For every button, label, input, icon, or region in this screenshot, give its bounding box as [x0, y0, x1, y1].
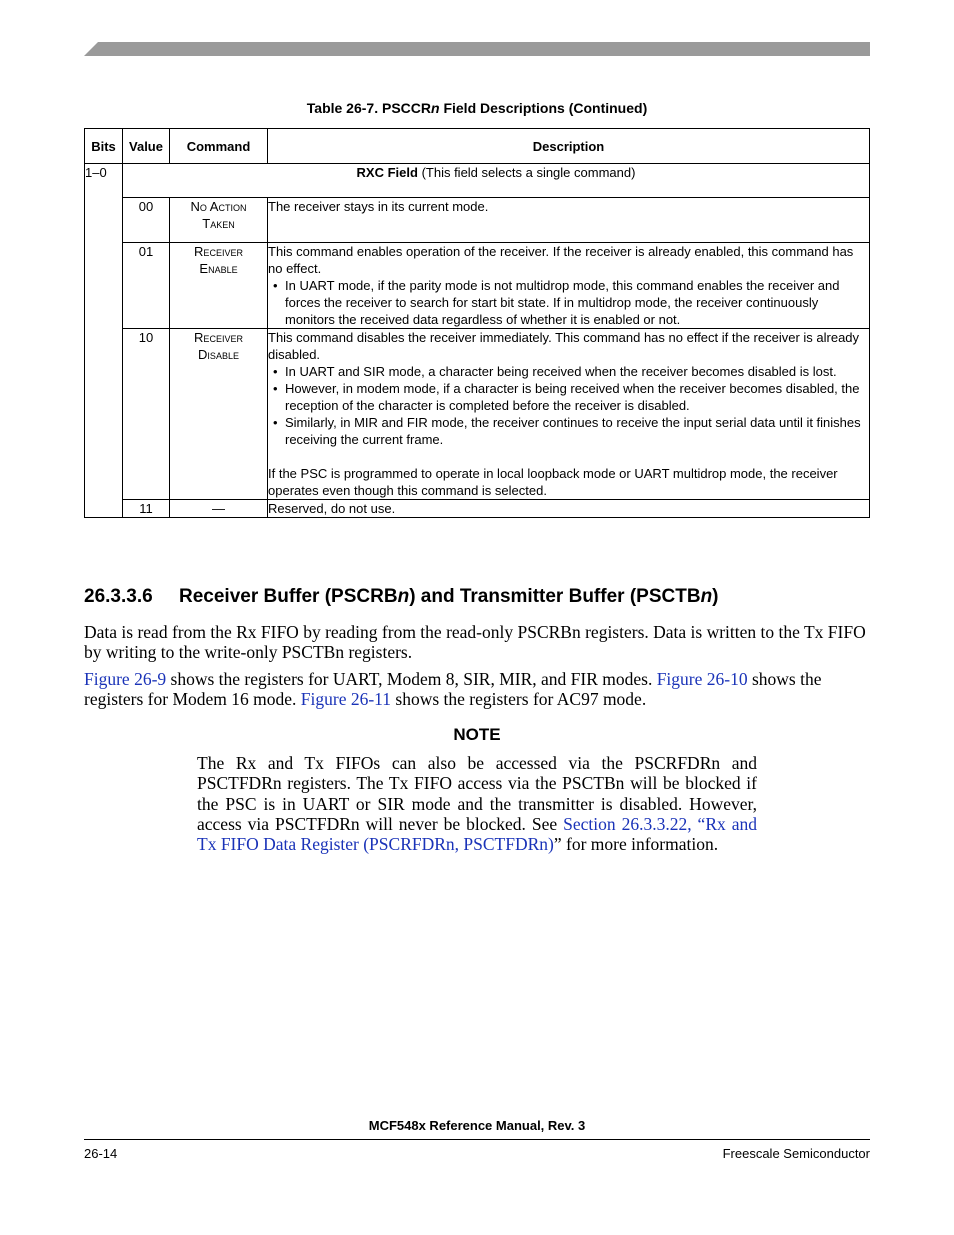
description-text: The receiver stays in its current mode.	[268, 199, 489, 214]
command-cell	[170, 329, 268, 500]
command-cell	[170, 198, 268, 243]
field-description-table	[84, 128, 870, 518]
section-title-b: ) and Transmitter Buffer (PSCTB	[409, 586, 701, 607]
bullet-list	[268, 277, 869, 328]
paragraph-text: shows the registers for UART, Modem 8, SIR, MIR, and FIR modes.	[166, 669, 657, 689]
footer-company: Freescale Semiconductor	[722, 1146, 870, 1161]
note-label: NOTE	[453, 725, 501, 744]
page-number: 26-14	[84, 1146, 118, 1161]
description-cell	[268, 329, 870, 500]
header-value: Value	[123, 129, 170, 164]
section-title-c: )	[712, 586, 719, 607]
table-row-rxc	[85, 164, 870, 198]
description-cell	[268, 500, 870, 518]
value-cell: 11	[123, 500, 170, 518]
table-row	[85, 329, 870, 500]
bullet-item: • In UART and SIR mode, a character being received when the receiver becomes disabled is lost.	[268, 363, 869, 380]
command-line2: Taken	[202, 216, 235, 231]
bullet-item: • Similarly, in MIR and FIR mode, the receiver continues to receive the input serial data until it finishes receiving the current frame.	[268, 414, 869, 448]
rxc-field-title: RXC Field	[356, 165, 418, 180]
table-header-row	[85, 129, 870, 164]
spacer	[268, 448, 869, 465]
bullet-list	[268, 363, 869, 448]
table-caption-italic: n	[431, 100, 440, 116]
description-outro: If the PSC is programmed to operate in local loopback mode or UART multidrop mode, the receiver operates even though this command is selected.	[268, 466, 838, 498]
rxc-field-note: (This field selects a single command)	[417, 165, 636, 180]
table-row	[85, 500, 870, 518]
command-line2: Disable	[198, 347, 239, 362]
description-text: This command enables operation of the receiver. If the receiver is already enabled, this command has no effect.	[268, 244, 854, 276]
paragraph-text: shows the registers for AC97 mode.	[391, 688, 647, 709]
note-body	[197, 753, 757, 854]
body-paragraph	[84, 670, 870, 709]
section-heading	[84, 586, 719, 608]
value-cell: 10	[123, 329, 170, 500]
bits-cell: 1–0	[85, 164, 123, 518]
command-line1: Receiver	[194, 244, 243, 259]
header-bits: Bits	[85, 129, 123, 164]
description-text: Reserved, do not use.	[268, 501, 396, 516]
bullet-item: • However, in modem mode, if a character is being received when the receiver becomes disabled, the reception of the character is completed before the receiver is disabled.	[268, 380, 869, 414]
figure-26-10-link[interactable]: Figure 26-10	[656, 669, 748, 689]
bullet-item: • In UART mode, if the parity mode is not multidrop mode, this command enables the receiver and forces the receiver to search for start bit state. If in multidrop mode, the receiver continuously monitors the received data regardless of whether it is enabled or not.	[268, 277, 869, 328]
description-cell	[268, 243, 870, 329]
section-title-a-italic: n	[397, 586, 410, 607]
command-cell	[170, 243, 268, 329]
command-line1: No Action	[190, 199, 247, 214]
section-title-a: Receiver Buffer (PSCRB	[179, 586, 398, 607]
footer-title: MCF548x Reference Manual, Rev. 3	[368, 1118, 586, 1133]
value-cell: 01	[123, 243, 170, 329]
command-line1: —	[212, 501, 225, 516]
command-line1: Receiver	[194, 330, 243, 345]
header-description: Description	[268, 129, 870, 164]
table-row	[85, 198, 870, 243]
command-line2: Enable	[199, 261, 238, 276]
table-caption	[84, 100, 870, 116]
paragraph-text: shows the registers for Modem 16 mode.	[84, 669, 822, 709]
figure-26-9-link[interactable]: Figure 26-9	[84, 669, 167, 689]
body-paragraph: Data is read from the Rx FIFO by reading from the read-only PSCRBn registers. Data is written to the Tx FIFO by writing to the write-only PSCTBn registers.	[84, 622, 866, 662]
section-title-b-italic: n	[700, 586, 713, 607]
header-command: Command	[170, 129, 268, 164]
rxc-field-cell	[123, 164, 870, 198]
command-cell	[170, 500, 268, 518]
table-row	[85, 243, 870, 329]
section-26-3-3-22-link[interactable]: Section 26.3.3.22, “Rx and Tx FIFO Data Register (PSCRFDRn, PSCTFDRn)	[197, 813, 757, 855]
header-bar	[84, 42, 870, 56]
table-caption-prefix: Table 26-7. PSCCR	[306, 100, 431, 116]
description-text: This command disables the receiver immediately. This command has no effect if the receiver is already disabled.	[268, 330, 860, 362]
note-text: The Rx and Tx FIFOs can also be accessed via the PSCRFDRn and PSCTFDRn registers. The Tx FIFO access via the PSCTBn will be blocked if the PSC is in UART or SIR mode and the transmitter is disabled. However, access via PSCTFDRn will never be blocked. See	[197, 753, 757, 834]
figure-26-11-link[interactable]: Figure 26-11	[300, 688, 392, 709]
note-text: ” for more information.	[553, 834, 719, 855]
section-number: 26.3.3.6	[84, 586, 153, 607]
footer-divider	[84, 1139, 870, 1140]
value-cell: 00	[123, 198, 170, 243]
table-caption-suffix: Field Descriptions (Continued)	[439, 100, 648, 116]
description-cell	[268, 198, 870, 243]
